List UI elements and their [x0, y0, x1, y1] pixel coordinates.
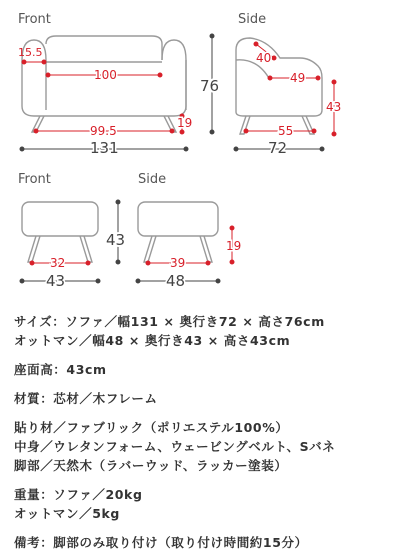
ottoman-side-red-dims [146, 226, 234, 265]
dim-ottoman-front-inner: 32 [50, 256, 66, 270]
dim-ottoman-side-inner: 39 [170, 256, 186, 270]
spec-weight-sofa: 重量：ソファ／20kg [14, 487, 143, 502]
dim-side-seat-depth: 49 [290, 71, 306, 85]
spec-upholstery: 貼り材／ファブリック（ポリエステル100%） [14, 420, 289, 435]
dim-sofa-total-height: 76 [200, 77, 220, 95]
sofa-front-drawing [22, 36, 186, 132]
spec-note: 備考：脚部のみ取り付け（取り付け時間約15分） [14, 535, 308, 550]
dim-ottoman-front-total: 43 [46, 272, 66, 290]
spec-legs: 脚部／天然木（ラバーウッド、ラッカー塗装） [14, 458, 288, 473]
spec-list [14, 312, 414, 552]
dim-ottoman-leg-height: 19 [226, 239, 242, 253]
ottoman-side-view-label: Side [138, 172, 167, 187]
sofa-side-drawing [236, 38, 322, 134]
spec-material: 材質：芯材／木フレーム [14, 391, 158, 406]
dim-side-arm-depth: 40 [256, 51, 272, 65]
ottoman-front-drawing [22, 202, 98, 262]
side-view-label: Side [238, 12, 267, 27]
spec-filling: 中身／ウレタンフォーム、ウェービングベルト、Sバネ [14, 439, 336, 454]
spec-weight-ottoman: オットマン／5kg [14, 506, 120, 521]
dim-sofa-total-width: 131 [90, 139, 119, 157]
spec-size-ottoman: オットマン／幅48 × 奥行き43 × 高さ43cm [14, 333, 291, 348]
dim-sofa-seat-width: 100 [94, 68, 117, 82]
dim-sofa-base-width: 99.5 [90, 124, 117, 138]
dim-side-total-depth: 72 [268, 139, 288, 157]
dim-sofa-leg-height: 19 [177, 116, 193, 130]
dim-ottoman-height: 43 [106, 231, 126, 249]
spec-seat-height: 座面高：43cm [14, 362, 107, 377]
front-view-label: Front [18, 12, 51, 27]
dim-side-seat-height: 43 [326, 100, 342, 114]
dim-side-base-depth: 55 [278, 124, 294, 138]
spec-size-sofa: サイズ：ソファ／幅131 × 奥行き72 × 高さ76cm [14, 314, 325, 329]
ottoman-side-drawing [138, 202, 218, 262]
dim-sofa-arm-width: 15.5 [18, 46, 43, 59]
dim-ottoman-side-total: 48 [166, 272, 186, 290]
ottoman-front-view-label: Front [18, 172, 51, 187]
